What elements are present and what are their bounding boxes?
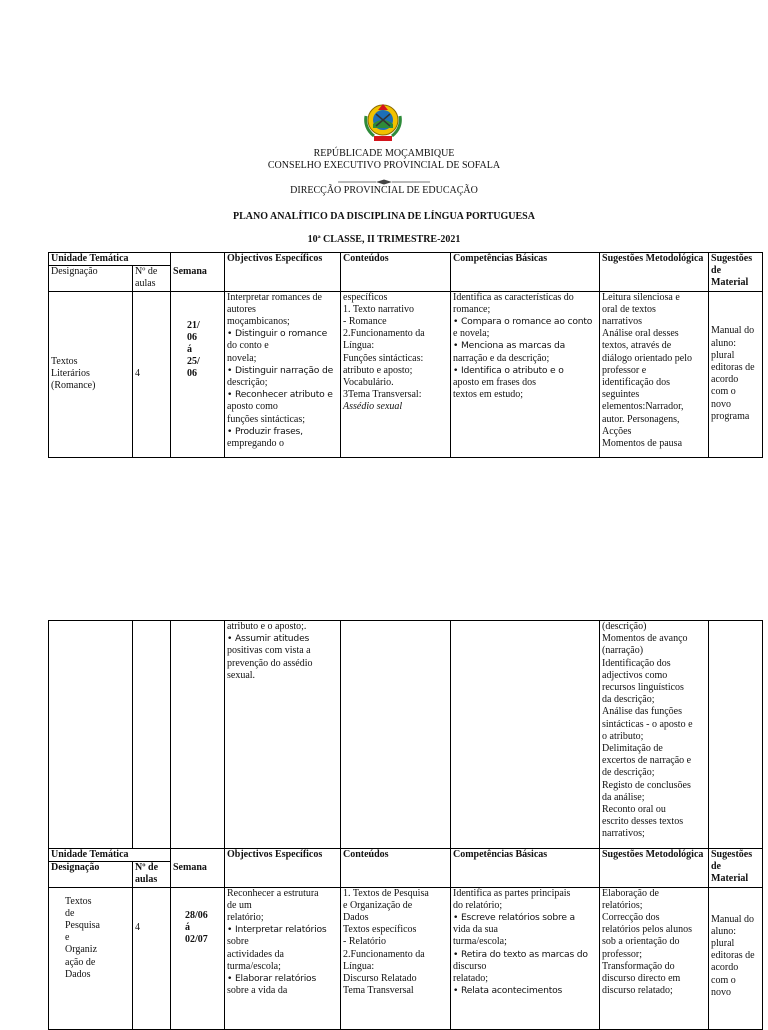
row1-material-line: plural: [711, 349, 735, 361]
header-objectives-2: Objectivos Específicos: [225, 849, 341, 888]
row1-methodology-line: oral de textos: [602, 303, 656, 315]
row2-lessons: 4: [133, 887, 171, 1029]
row1-content-line: Assédio sexual: [343, 401, 403, 413]
row2-content-line: 1. Textos de Pesquisa: [343, 887, 429, 899]
row2-methodology-line: discurso directo em: [602, 973, 681, 985]
row1-competency-line: Identifica as características do: [453, 291, 574, 303]
row2-content-line: 2.Funcionamento da: [343, 948, 425, 960]
row1-objective-line: • Reconhecer atributo e: [227, 389, 333, 401]
row1-objective-line: novela;: [227, 352, 257, 364]
row1-contents: [341, 291, 451, 457]
row1-methodology-line: textos, através de: [602, 340, 672, 352]
row2-designation: [49, 887, 133, 1029]
row2-objective-line: • Elaborar relatórios: [227, 973, 317, 985]
row2-week-line: á: [185, 921, 190, 933]
row1-material-line: acordo: [711, 374, 739, 386]
row1-methodology-line: autor. Personagens,: [602, 413, 680, 425]
row2-week: [171, 887, 225, 1029]
cont-methodology-line: da descrição;: [602, 694, 655, 706]
row1-content-line: atributo e aposto;: [343, 364, 413, 376]
cont-methodology-line: o atributo;: [602, 730, 644, 742]
row2-content-line: - Relatório: [343, 936, 387, 948]
row2-designation-line: ação de: [65, 956, 96, 968]
row1-content-line: Funções sintácticas:: [343, 352, 424, 364]
row1-material-line: aluno:: [711, 337, 737, 349]
row2-material-line: com o: [711, 974, 736, 986]
row1-material: [709, 291, 763, 457]
row1-content-line: Língua:: [343, 340, 375, 352]
row2-material: [709, 887, 763, 1029]
row1-content-line: Vocabulário.: [343, 377, 394, 389]
row1-material-line: editoras de: [711, 361, 755, 373]
cont-methodology-line: sintácticas - o aposto e: [602, 718, 693, 730]
row2-material-line: Manual do: [711, 913, 755, 925]
cont-lessons: [133, 621, 171, 849]
cont-methodology-line: Identificação dos: [602, 657, 671, 669]
row1-week-line: 06: [187, 368, 198, 380]
row1-week-line: 25/: [187, 356, 200, 368]
row2-objective-line: de um: [227, 899, 252, 911]
row1-designation-line: Textos: [51, 355, 78, 367]
cont-objective-line: prevenção do assédio: [227, 657, 313, 669]
row2-objective-line: relatório;: [227, 912, 264, 924]
row2-objective-line: Reconhecer a estrutura: [227, 887, 319, 899]
row2-content-line: e Organização de: [343, 899, 413, 911]
row2-week-line: 02/07: [185, 934, 208, 946]
row2-material-line: editoras de: [711, 950, 755, 962]
row1-objective-line: do conto e: [227, 340, 269, 352]
plan-table-2: [48, 620, 763, 1030]
row2-objective-line: sobre a vida da: [227, 985, 288, 997]
row1-objective-line: • Produzir frases,: [227, 425, 303, 437]
row2-methodology-line: Correcção dos: [602, 912, 660, 924]
header-competencies-2: Competências Básicas: [451, 849, 600, 888]
row1-methodology-line: Análise oral desses: [602, 328, 679, 340]
row2-designation-line: Organiz: [65, 944, 98, 956]
row1-objective-line: funções sintácticas;: [227, 413, 306, 425]
cont-methodology-line: narrativos;: [602, 828, 645, 840]
row1-methodology-line: narrativos: [602, 316, 643, 328]
country-name: REPÚBLICADE MOÇAMBIQUE: [313, 148, 455, 159]
header-objectives: Objectivos Específicos: [225, 253, 341, 292]
plan-subtitle: 10ª CLASSE, II TRIMESTRE-2021: [307, 234, 461, 245]
plan-table-1: [48, 252, 763, 458]
row2-material-line: plural: [711, 938, 735, 950]
row2-week-line: 28/06: [185, 909, 208, 921]
row1-objective-line: empregando o: [227, 438, 284, 450]
cont-methodology-line: Momentos de avanço: [602, 633, 688, 645]
row2-competency-line: vida da sua: [453, 924, 498, 936]
cont-methodology-line: adjectivos como: [602, 669, 668, 681]
row1-material-line: Manual do: [711, 325, 755, 337]
cont-objective-line: positivas com vista a: [227, 645, 311, 657]
row1-methodology-line: identificação dos: [602, 377, 671, 389]
row1-material-line: novo: [711, 398, 732, 410]
row1-competency-line: romance;: [453, 303, 491, 315]
row1-objective-line: • Distinguir narração de: [227, 364, 334, 376]
cont-methodology-line: Reconto oral ou: [602, 804, 666, 816]
row2-methodology-line: relatórios;: [602, 899, 643, 911]
directorate-name: DIRECÇÃO PROVINCIAL DE EDUCAÇÃO: [290, 185, 478, 196]
row2-content-line: Língua:: [343, 960, 375, 972]
cont-material: [709, 621, 763, 849]
row2-objective-line: turma/escola;: [227, 960, 281, 972]
row1-competency-line: aposto em frases dos: [453, 377, 537, 389]
cont-methodology-line: de descrição;: [602, 767, 655, 779]
row1-content-line: 3Tema Transversal:: [343, 389, 422, 401]
row1-content-line: específicos: [343, 291, 388, 303]
row1-methodology-line: seguintes: [602, 389, 640, 401]
row2-designation-line: e: [65, 932, 70, 944]
cont-competencies: [451, 621, 600, 849]
row2-competencies: [451, 887, 600, 1029]
row2-competency-line: turma/escola;: [453, 936, 507, 948]
row1-week-line: 21/: [187, 319, 200, 331]
row2-methodology-line: professor;: [602, 948, 642, 960]
cont-methodology: [600, 621, 709, 849]
plan-title: PLANO ANALÍTICO DA DISCIPLINA DE LÍNGUA PORTUGUESA: [233, 211, 535, 222]
row1-lessons: 4: [133, 291, 171, 457]
row1-competency-line: • Compara o romance ao conto: [453, 316, 593, 328]
row1-competency-line: • Menciona as marcas da: [453, 340, 566, 352]
cont-methodology-line: excertos de narração e: [602, 755, 692, 767]
row2-objective-line: sobre: [227, 936, 249, 948]
row1-designation-line: (Romance): [51, 380, 96, 392]
row1-designation: [49, 291, 133, 457]
row2-objectives: [225, 887, 341, 1029]
row2-content-line: Textos específicos: [343, 924, 417, 936]
cont-methodology-line: Delimitação de: [602, 743, 663, 755]
row1-week-line: á: [187, 344, 193, 356]
row2-designation-line: de: [65, 907, 75, 919]
cont-methodology-line: Análise das funções: [602, 706, 682, 718]
row2-material-line: acordo: [711, 962, 739, 974]
cont-methodology-line: (narração): [602, 645, 644, 657]
row1-methodology-line: diálogo orientado pelo: [602, 352, 692, 364]
cont-methodology-line: da análise;: [602, 791, 645, 803]
row2-competency-line: do relatório;: [453, 899, 503, 911]
coat-of-arms-emblem: [358, 96, 408, 146]
row1-content-line: 1. Texto narrativo: [343, 303, 415, 315]
cont-objective-line: sexual.: [227, 669, 256, 681]
header-designation-2: Designação: [49, 862, 133, 887]
row2-designation-line: Pesquisa: [65, 920, 100, 932]
row1-objective-line: descrição;: [227, 377, 268, 389]
cont-week: [171, 621, 225, 849]
cont-contents: [341, 621, 451, 849]
header-unit: Unidade Temática: [49, 253, 171, 266]
header-material-2: Sugestões de Material: [709, 849, 763, 888]
row2-methodology: [600, 887, 709, 1029]
row2-competency-line: • Escreve relatórios sobre a: [453, 912, 575, 924]
row1-methodology-line: Momentos de pausa: [602, 438, 683, 450]
row2-competency-line: discurso: [453, 960, 487, 972]
row1-objectives: [225, 291, 341, 457]
row1-week: [171, 291, 225, 457]
row1-objective-line: • Distinguir o romance: [227, 328, 328, 340]
row1-competencies: [451, 291, 600, 457]
row2-designation-line: Textos: [65, 895, 92, 907]
row1-material-line: programa: [711, 410, 750, 422]
row2-content-line: Dados: [343, 912, 369, 924]
cont-objective-line: atributo e o aposto;.: [227, 621, 307, 632]
header-material: Sugestões de Material: [709, 253, 763, 292]
row1-methodology-line: Acções: [602, 425, 632, 437]
row1-objective-line: Interpretar romances de: [227, 291, 322, 303]
row2-methodology-line: sob a orientação do: [602, 936, 680, 948]
cont-designation: [49, 621, 133, 849]
row2-competency-line: Identifica as partes principais: [453, 887, 571, 899]
cont-objectives: [225, 621, 341, 849]
row2-competency-line: • Relata acontecimentos: [453, 985, 563, 997]
row1-methodology-line: professor e: [602, 364, 647, 376]
row2-content-line: Discurso Relatado: [343, 973, 417, 985]
row1-competency-line: textos em estudo;: [453, 389, 524, 401]
header-competencies: Competências Básicas: [451, 253, 600, 292]
row1-competency-line: e novela;: [453, 328, 490, 340]
row1-designation-line: Literários: [51, 368, 90, 379]
header-contents-2: Conteúdos: [341, 849, 451, 888]
row2-methodology-line: Elaboração de: [602, 887, 659, 899]
row1-material-line: com o: [711, 386, 736, 398]
row1-objective-line: aposto como: [227, 401, 278, 413]
row2-designation-line: Dados: [65, 968, 91, 980]
header-unit-2: Unidade Temática: [49, 849, 171, 862]
header-methodology: Sugestões Metodológica: [600, 253, 709, 292]
row2-contents: [341, 887, 451, 1029]
row1-competency-line: • Identifica o atributo e o: [453, 364, 564, 376]
row1-methodology-line: Leitura silenciosa e: [602, 291, 680, 303]
row2-methodology-line: Transformação do: [602, 960, 675, 972]
row2-material-line: novo: [711, 986, 731, 998]
row2-competency-line: relatado;: [453, 973, 488, 985]
header-num-lessons-2: Nº de aulas: [133, 862, 171, 887]
cont-methodology-line: Registo de conclusões: [602, 779, 691, 791]
row2-methodology-line: discurso relatado;: [602, 985, 673, 997]
council-name: CONSELHO EXECUTIVO PROVINCIAL DE SOFALA: [267, 160, 501, 171]
cont-methodology-line: escrito desses textos: [602, 816, 684, 828]
header-week-2: Semana: [171, 849, 225, 888]
row2-competency-line: • Retira do texto as marcas do: [453, 948, 588, 960]
row1-methodology: [600, 291, 709, 457]
cont-methodology-line: (descrição): [602, 621, 647, 632]
row1-content-line: - Romance: [343, 316, 387, 328]
row1-methodology-line: elementos:Narrador,: [602, 401, 684, 413]
row1-objective-line: autores: [227, 303, 256, 315]
row1-objective-line: moçambicanos;: [227, 316, 290, 328]
header-week: Semana: [171, 253, 225, 292]
header-methodology-2: Sugestões Metodológica: [600, 849, 709, 888]
header-designation: Designação: [49, 266, 133, 291]
row1-week-line: 06: [187, 331, 198, 343]
cont-objective-line: • Assumir atitudes: [227, 633, 310, 645]
row2-methodology-line: relatórios pelos alunos: [602, 924, 692, 936]
row2-objective-line: actividades da: [227, 948, 284, 960]
row2-objective-line: • Interpretar relatórios: [227, 924, 327, 936]
row2-content-line: Tema Transversal: [343, 985, 414, 997]
row1-competency-line: narração e da descrição;: [453, 352, 550, 364]
row1-content-line: 2.Funcionamento da: [343, 328, 425, 340]
header-num-lessons: Nº de aulas: [133, 266, 171, 291]
header-contents: Conteúdos: [341, 253, 451, 292]
cont-methodology-line: recursos linguísticos: [602, 682, 684, 694]
row2-material-line: aluno:: [711, 925, 736, 937]
